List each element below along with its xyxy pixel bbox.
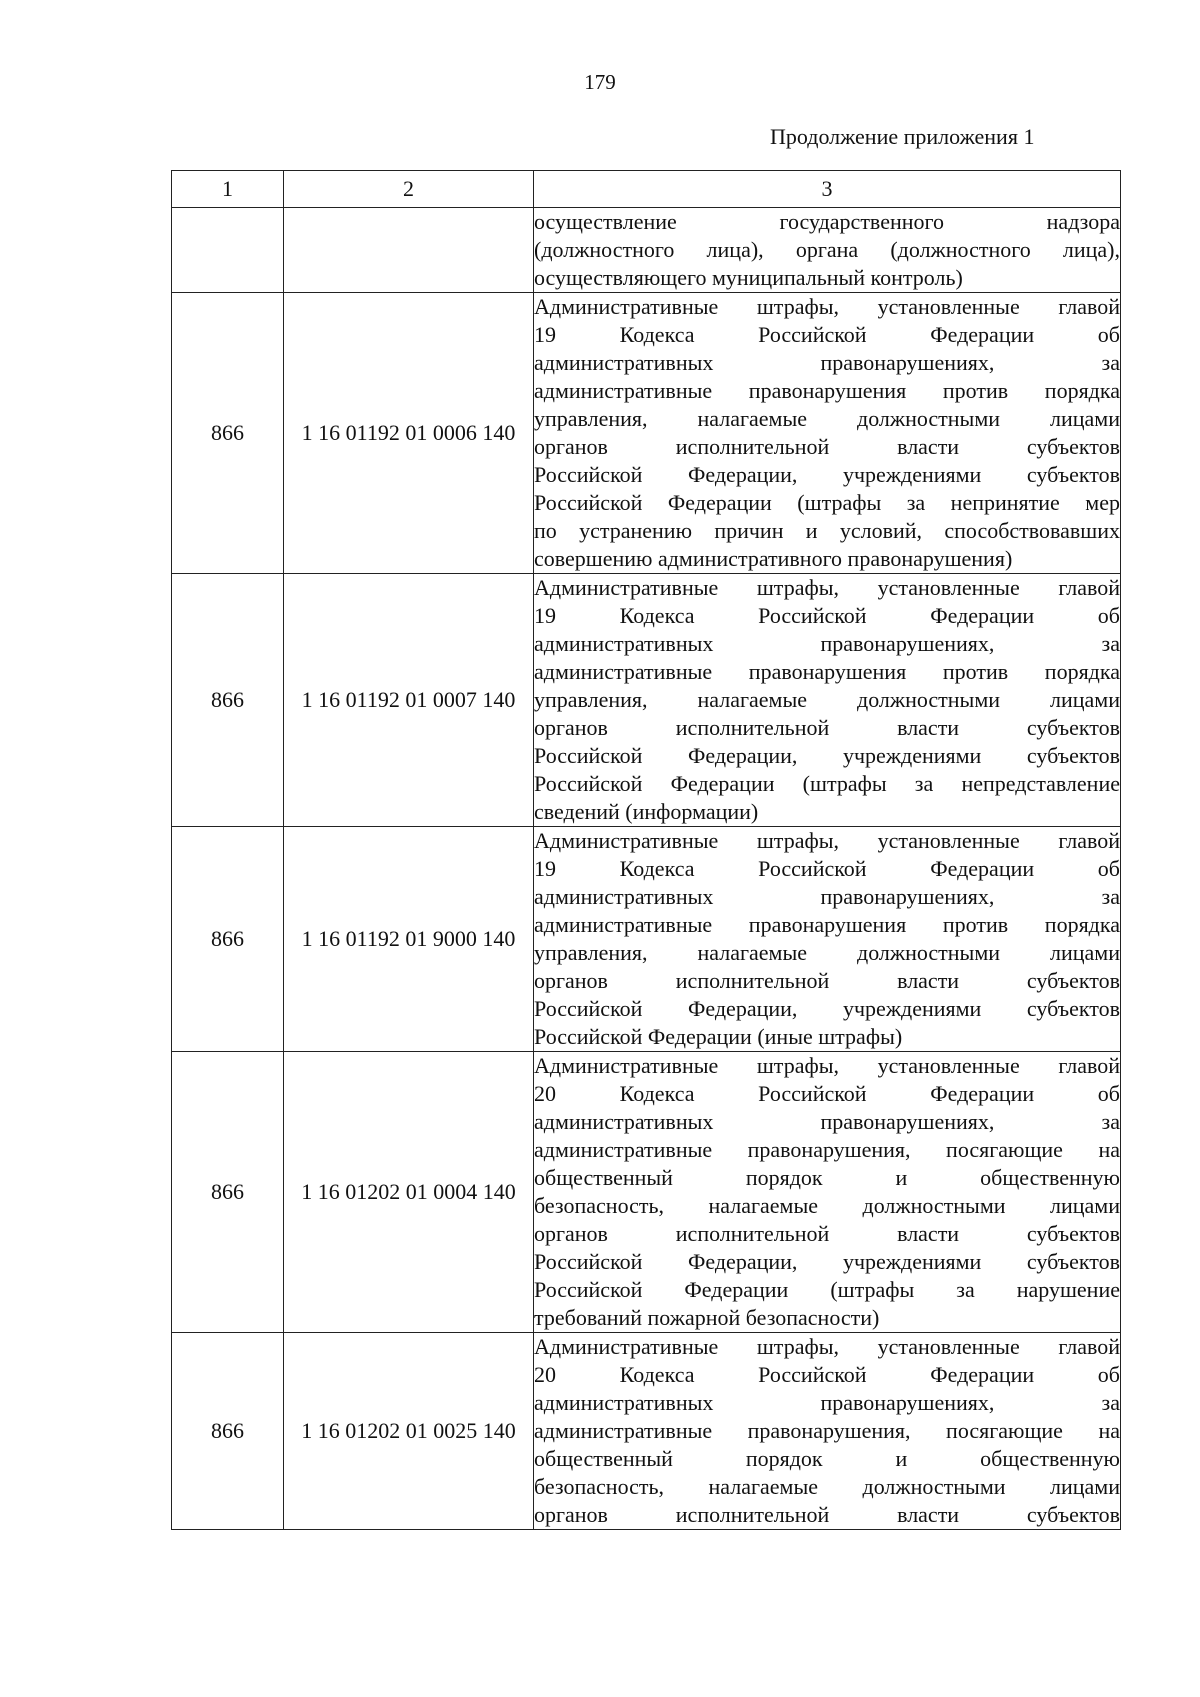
description-line: административных правонарушениях, за [534,884,1120,909]
table-row [172,827,1121,1052]
description-line: Административные штрафы, установленные главой [534,1053,1120,1078]
description-line: органов исполнительной власти субъектов [534,968,1120,993]
header-cell-2: 2 [284,171,534,208]
table-row [172,1333,1121,1530]
description-line: административных правонарушениях, за [534,1109,1120,1134]
description-line: безопасность, налагаемые должностными лицами [534,1193,1120,1218]
description-line: Российской Федерации (иные штрафы) [534,1024,903,1049]
revenue-codes-table [171,170,1121,1530]
description-line: Российской Федерации (штрафы за непринятие мер [534,490,1120,515]
description-line: административные правонарушения против порядка [534,912,1120,937]
description-line: 20 Кодекса Российской Федерации об [534,1081,1120,1106]
description-line: административных правонарушениях, за [534,1390,1120,1415]
description-line: Российской Федерации (штрафы за нарушение [534,1277,1120,1302]
description-line: 19 Кодекса Российской Федерации об [534,856,1120,881]
description-line: управления, налагаемые должностными лицами [534,687,1120,712]
admin-code-cell [172,208,284,293]
description-line: (должностного лица), органа (должностного лица), [534,237,1120,262]
budget-code-cell: 1 16 01202 01 0025 140 [284,1333,534,1530]
description-line: органов исполнительной власти субъектов [534,715,1120,740]
budget-code-cell: 1 16 01192 01 0007 140 [284,574,534,827]
description-cell [534,827,1121,1052]
description-cell [534,293,1121,574]
description-line: осуществляющего муниципальный контроль) [534,265,963,290]
description-text [534,1052,1120,1332]
description-text [534,574,1120,826]
description-cell [534,1052,1121,1333]
description-line: Российской Федерации, учреждениями субъектов [534,1249,1120,1274]
description-text [534,293,1120,573]
admin-code-cell: 866 [172,1333,284,1530]
description-line: безопасность, налагаемые должностными лицами [534,1474,1120,1499]
description-text [534,1333,1120,1529]
continuation-label: Продолжение приложения 1 [770,124,1035,149]
budget-code-cell: 1 16 01202 01 0004 140 [284,1052,534,1333]
description-line: общественный порядок и общественную [534,1165,1120,1190]
description-line: органов исполнительной власти субъектов [534,1502,1120,1527]
description-line: Административные штрафы, установленные главой [534,294,1120,319]
description-line: Административные штрафы, установленные главой [534,1334,1120,1359]
description-line: управления, налагаемые должностными лицами [534,406,1120,431]
header-cell-1: 1 [172,171,284,208]
table-row [172,293,1121,574]
table-row [172,208,1121,293]
description-cell [534,574,1121,827]
description-text [534,208,1120,292]
description-line: органов исполнительной власти субъектов [534,434,1120,459]
description-line: 20 Кодекса Российской Федерации об [534,1362,1120,1387]
description-line: 19 Кодекса Российской Федерации об [534,322,1120,347]
header-cell-3: 3 [534,171,1121,208]
description-cell [534,1333,1121,1530]
description-line: управления, налагаемые должностными лицами [534,940,1120,965]
description-line: 19 Кодекса Российской Федерации об [534,603,1120,628]
description-cell [534,208,1121,293]
budget-code-cell: 1 16 01192 01 9000 140 [284,827,534,1052]
description-line: Административные штрафы, установленные главой [534,575,1120,600]
description-line: административные правонарушения, посягающие на [534,1418,1120,1443]
description-line: административных правонарушениях, за [534,350,1120,375]
admin-code-cell: 866 [172,293,284,574]
description-line: административные правонарушения, посягающие на [534,1137,1120,1162]
description-line: Российской Федерации, учреждениями субъектов [534,996,1120,1021]
budget-code-cell [284,208,534,293]
budget-code-cell: 1 16 01192 01 0006 140 [284,293,534,574]
description-line: общественный порядок и общественную [534,1446,1120,1471]
description-line: сведений (информации) [534,799,759,824]
description-line: Российской Федерации (штрафы за непредставление [534,771,1120,796]
description-line: Российской Федерации, учреждениями субъектов [534,743,1120,768]
description-line: Российской Федерации, учреждениями субъектов [534,462,1120,487]
description-line: административных правонарушениях, за [534,631,1120,656]
description-text [534,827,1120,1051]
description-line: административные правонарушения против порядка [534,659,1120,684]
admin-code-cell: 866 [172,574,284,827]
admin-code-cell: 866 [172,827,284,1052]
description-line: Административные штрафы, установленные главой [534,828,1120,853]
admin-code-cell: 866 [172,1052,284,1333]
description-line: по устранению причин и условий, способствовавших [534,518,1120,543]
description-line: осуществление государственного надзора [534,209,1120,234]
table-header-row [172,171,1121,208]
table-row [172,1052,1121,1333]
description-line: требований пожарной безопасности) [534,1305,880,1330]
description-line: административные правонарушения против порядка [534,378,1120,403]
table-row [172,574,1121,827]
description-line: органов исполнительной власти субъектов [534,1221,1120,1246]
page-number: 179 [584,70,616,94]
description-line: совершению административного правонарушения) [534,546,1013,571]
